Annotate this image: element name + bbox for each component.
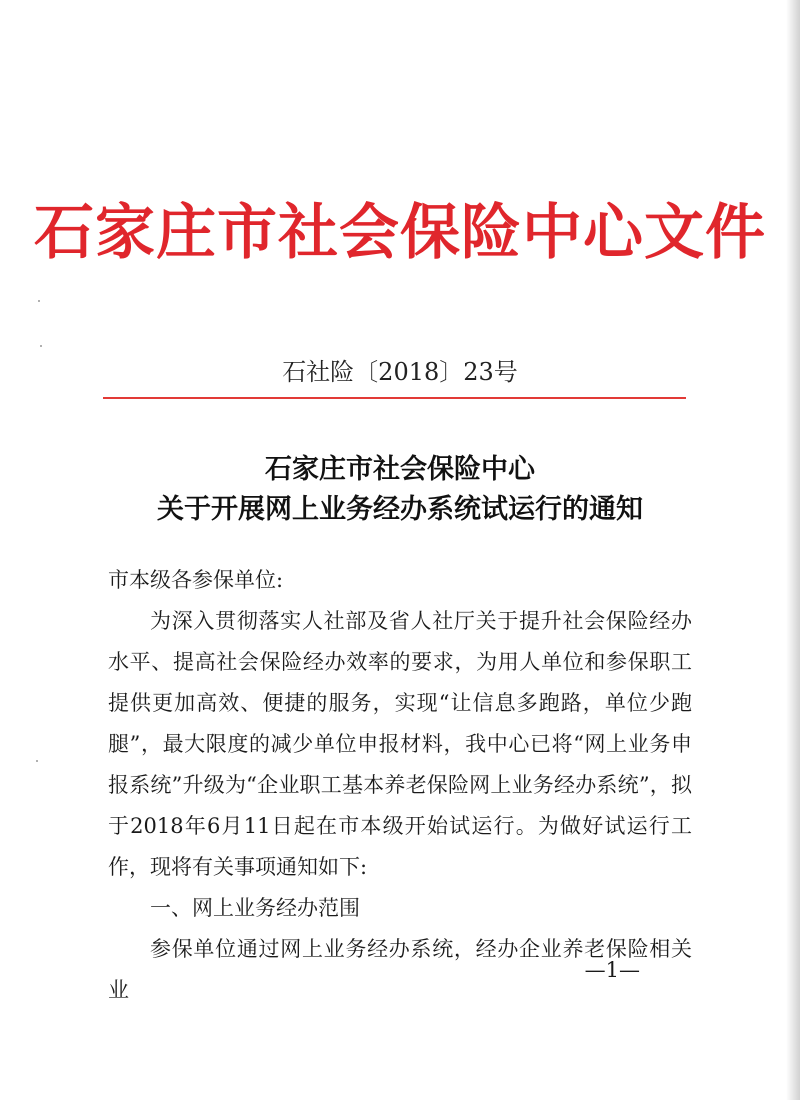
title-line-1: 石家庄市社会保险中心	[265, 454, 535, 485]
scan-speck	[38, 300, 40, 302]
header-title: 石家庄市社会保险中心文件	[34, 198, 766, 268]
scan-edge-shadow	[786, 0, 800, 1100]
paragraph-1: 为深入贯彻落实人社部及省人社厅关于提升社会保险经办水平、提高社会保险经办效率的要求，为用人单位和参保职工提供更加高效、便捷的服务，实现“让信息多跑路，单位少跑腿”，最大限度的减少单位申报材料，我中心已将“网上业务申报系统”升级为“企业职工基本养老保险网上业务经办系统”，拟于2018年6月11日起在市本级开始试运行。为做好试运行工作，现将有关事项通知如下:	[108, 609, 692, 879]
page-number: —1—	[584, 958, 640, 982]
title-line-2: 关于开展网上业务经办系统试运行的通知	[157, 494, 643, 525]
scan-speck	[36, 760, 38, 762]
salutation: 市本级各参保单位:	[108, 568, 284, 592]
notice-title	[0, 450, 800, 530]
paragraph-2: 参保单位通过网上业务经办系统，经办企业养老保险相关业	[108, 937, 692, 1002]
section-heading-1: 一、网上业务经办范围	[150, 896, 360, 920]
body-text	[108, 560, 692, 1011]
document-number: 石社险〔2018〕23号	[282, 358, 518, 386]
red-divider-line	[103, 397, 686, 399]
scan-speck	[40, 345, 42, 347]
